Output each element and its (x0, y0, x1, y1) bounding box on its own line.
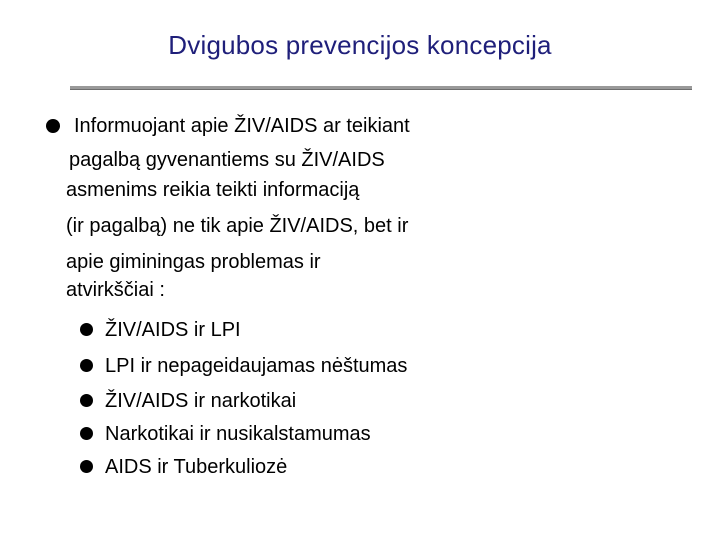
sub-bullet-text: ŽIV/AIDS ir LPI (105, 319, 241, 341)
sub-bullet-item (78, 387, 678, 415)
main-bullet-line: atvirkščiai : (66, 279, 165, 301)
main-bullet-line: (ir pagalbą) ne tik apie ŽIV/AIDS, bet ir (66, 215, 409, 237)
title-underline (70, 86, 692, 90)
bullet-dot-icon (80, 359, 93, 372)
sub-bullet-item (78, 420, 678, 448)
main-bullet-line: pagalbą gyvenantiems su ŽIV/AIDS (69, 149, 385, 171)
bullet-dot-icon (80, 460, 93, 473)
slide-title: Dvigubos prevencijos koncepcija (168, 30, 552, 60)
bullet-dot-icon (80, 323, 93, 336)
sub-bullet-item (78, 453, 678, 481)
sub-bullet-item (78, 316, 678, 344)
bullet-dot-icon (46, 119, 60, 133)
sub-bullet-text: ŽIV/AIDS ir narkotikai (105, 390, 297, 412)
bullet-dot-icon (80, 427, 93, 440)
sub-bullet-item (78, 352, 678, 380)
sub-bullet-text: Narkotikai ir nusikalstamumas (105, 423, 371, 445)
bullet-dot-icon (80, 394, 93, 407)
sub-bullet-text: AIDS ir Tuberkuliozė (105, 456, 288, 478)
sub-bullet-text: LPI ir nepageidaujamas nėštumas (105, 355, 408, 377)
main-bullet-line: Informuojant apie ŽIV/AIDS ar teikiant (74, 115, 410, 137)
main-bullet-line: asmenims reikia teikti informaciją (66, 179, 360, 201)
main-bullet-line: apie giminingas problemas ir (66, 251, 321, 273)
